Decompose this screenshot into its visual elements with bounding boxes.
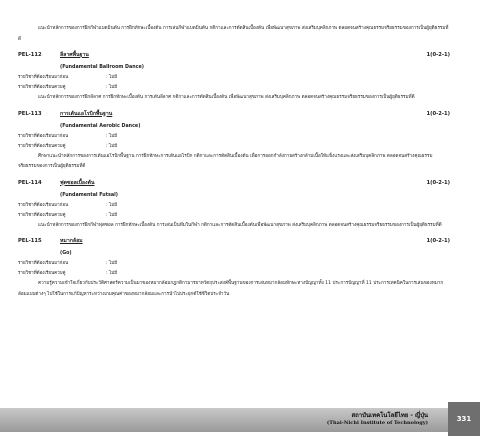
course-name-en: (Fundamental Aerobic Dance) <box>60 123 141 129</box>
course-code: PEL-113 <box>18 110 42 117</box>
prerequisite-row <box>18 201 450 211</box>
footer-institute-th: สถาบันเทคโนโลยีไทย - ญี่ปุ่น <box>351 412 428 419</box>
course-entry <box>18 110 450 173</box>
prerequisite-value: : ไม่มี <box>106 133 118 139</box>
corequisite-value: : ไม่มี <box>106 212 118 218</box>
course-list <box>18 51 450 300</box>
course-code: PEL-112 <box>18 52 42 58</box>
corequisite-value: : ไม่มี <box>106 85 118 90</box>
course-name-en: (Fundamental Futsal) <box>60 192 118 198</box>
corequisite-row <box>18 142 450 152</box>
course-credits: 1(0-2-1) <box>426 238 450 244</box>
course-header <box>18 179 450 190</box>
intro-paragraph: แนะนำหลักการของการฝึกกีฬาแบดมินตัน การฝึกทักษะเบื้องต้น การเล่นกีฬาแบดมินตัน กติกาและการตัดสินเบื้องต้น เพื่อพัฒนาสุขภาพ ส่งเสริมบุคลิกภาพ ตลอดจนสร้างคุณธรรมจริยธรรมของการเป็นผู้ยุติธรรมที่ดี <box>18 26 449 42</box>
prerequisite-row <box>18 259 450 269</box>
page-footer <box>0 400 480 436</box>
course-description: ความรู้ความเข้าใจเกี่ยวกับประวัติศาสตร์ความเป็นมาของหมากล้อมกฎกติกามารยาทวัตถุประสงค์พื้นฐานของการเล่นหมากล้อมทักษะทางปัญญาทั้ง 11 ประการปัญญาที่ 11 ประการเทคนิคในการเล่นของหมากล้อมแบบต่างๆ ไปใช้ในการแก้ปัญหาระหว่างเกมคุณค่าของหมากล้อมและการนำไปประยุกต์ใช้ชีวิตประจำวัน <box>18 281 444 297</box>
corequisite-row <box>18 83 450 93</box>
prerequisite-row <box>18 132 450 142</box>
course-description: แนะนำหลักการของการฝึกลีลาศ การฝึกทักษะเบื้องต้น การเต้นลีลาศ กติกาและการตัดสินเบื้องต้น เพื่อพัฒนาสุขภาพ ส่งเสริมบุคลิกภาพ ตลอดจนสร้างคุณธรรมจริยธรรมของการเป็นผู้ยุติธรรมที่ดี <box>38 95 415 100</box>
course-name-en: (Fundamental Ballroom Dance) <box>60 65 144 70</box>
course-header <box>18 51 450 62</box>
course-name-en: (Go) <box>60 251 72 256</box>
prerequisite-label: รายวิชาที่ต้องเรียนมาก่อน <box>18 133 69 139</box>
course-credits: 1(0-2-1) <box>426 52 450 58</box>
prerequisite-value: : ไม่มี <box>106 261 118 266</box>
prerequisite-label: รายวิชาที่ต้องเรียนมาก่อน <box>18 75 69 80</box>
course-description: ศึกษาแนะนำหลักการของการเต้นแอโรบิกพื้นฐาน การฝึกทักษะการเต้นแอโรบิก กติกาและการตัดสินเบื้องต้น เพื่อการออกกำลังกายสร้างกล้ามเนื้อให้แข็งแรงและส่งเสริมบุคลิกภาพ ตลอดจนสร้างคุณธรรมจริยธรรมของการเป็นผู้ยุติธรรมที่ดี <box>18 153 433 169</box>
course-name-th: ฟุตซอลเบื้องต้น <box>60 179 95 186</box>
prerequisite-value: : ไม่มี <box>106 202 118 208</box>
page-number: 331 <box>448 402 480 436</box>
course-description: แนะนำหลักการของการฝึกกีฬาฟุตซอล การฝึกทักษะเบื้องต้น การเล่นเป็นทีมในกีฬา กติกาและการตัดสินเบื้องต้นเพื่อพัฒนาสุขภาพ ส่งเสริมบุคลิกภาพ ตลอดจนสร้างคุณธรรมจริยธรรมของการเป็นผู้ยุติธรรมที่ดี <box>38 222 442 228</box>
corequisite-label: รายวิชาที่ต้องเรียนควบคู่ <box>18 212 66 218</box>
course-code: PEL-114 <box>18 179 42 186</box>
course-entry <box>18 179 450 232</box>
corequisite-row <box>18 269 450 279</box>
course-header <box>18 237 450 248</box>
corequisite-label: รายวิชาที่ต้องเรียนควบคู่ <box>18 271 66 276</box>
course-name-th: ลีลาศพื้นฐาน <box>60 52 89 58</box>
course-header <box>18 110 450 121</box>
corequisite-value: : ไม่มี <box>106 143 118 149</box>
prerequisite-label: รายวิชาที่ต้องเรียนมาก่อน <box>18 202 69 208</box>
course-entry <box>18 237 450 300</box>
corequisite-row <box>18 211 450 221</box>
prerequisite-row <box>18 73 450 83</box>
course-entry <box>18 51 450 104</box>
course-name-th: การเต้นแอโรบิกพื้นฐาน <box>60 110 113 117</box>
prerequisite-label: รายวิชาที่ต้องเรียนมาก่อน <box>18 261 69 266</box>
document-page <box>18 24 450 300</box>
course-name-th: หมากล้อม <box>60 238 83 244</box>
corequisite-value: : ไม่มี <box>106 271 118 276</box>
footer-institute-en: (Thai-Nichi Institute of Technology) <box>326 420 428 426</box>
prerequisite-value: : ไม่มี <box>106 75 118 80</box>
course-credits: 1(0-2-1) <box>426 179 450 186</box>
course-credits: 1(0-2-1) <box>426 110 450 117</box>
corequisite-label: รายวิชาที่ต้องเรียนควบคู่ <box>18 143 66 149</box>
corequisite-label: รายวิชาที่ต้องเรียนควบคู่ <box>18 85 66 90</box>
course-code: PEL-115 <box>18 238 42 244</box>
